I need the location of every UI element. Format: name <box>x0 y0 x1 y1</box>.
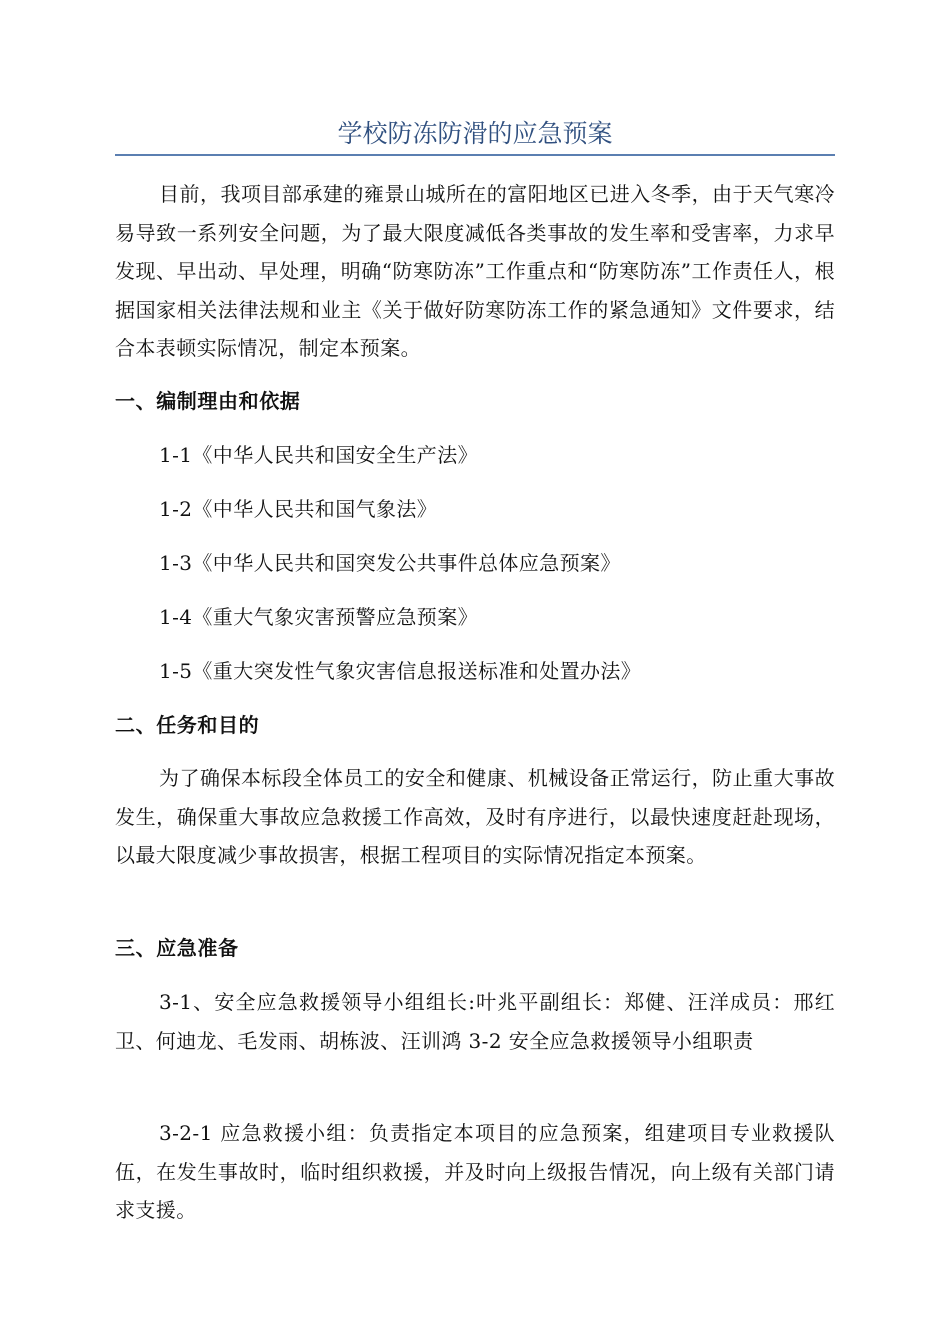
section3-heading: 三、应急准备 <box>115 936 239 960</box>
section2-body: 为了确保本标段全体员工的安全和健康、机械设备正常运行，防止重大事故发生，确保重大事故应急救援工作高效，及时有序进行，以最快速度赶赴现场，以最大限度减少事故损害，根据工程项目的实际情况指定本预案。 <box>115 766 835 867</box>
intro-paragraph: 目前，我项目部承建的雍景山城所在的富阳地区已进入冬季，由于天气寒冷易导致一系列安全问题，为了最大限度减低各类事故的发生率和受害率，力求早发现、早出动、早处理，明确“防寒防冻”工作重点和“防寒防冻”工作责任人，根据国家相关法律法规和业主《关于做好防寒防冻工作的紧急通知》文件要求，结合本表顿实际情况，制定本预案。 <box>115 182 835 360</box>
section3-paragraph-1: 3-1、安全应急救援领导小组组长:叶兆平副组长：郑健、汪洋成员：邢红卫、何迪龙、毛发雨、胡栋波、汪训鸿 3-2 安全应急救援领导小组职责 <box>115 990 835 1053</box>
title-underline <box>115 154 835 156</box>
list-item: 1-2《中华人民共和国气象法》 <box>159 497 438 521</box>
list-item: 1-1《中华人民共和国安全生产法》 <box>159 443 479 467</box>
page-title: 学校防冻防滑的应急预案 <box>337 119 613 148</box>
section1-heading: 一、编制理由和依据 <box>115 389 301 413</box>
section2-heading: 二、任务和目的 <box>115 713 260 737</box>
list-item: 1-4《重大气象灾害预警应急预案》 <box>159 605 479 629</box>
list-item: 1-5《重大突发性气象灾害信息报送标准和处置办法》 <box>159 659 642 683</box>
list-item: 1-3《中华人民共和国突发公共事件总体应急预案》 <box>159 551 621 575</box>
section3-paragraph-2: 3-2-1 应急救援小组：负责指定本项目的应急预案，组建项目专业救援队伍，在发生事故时，临时组织救援，并及时向上级报告情况，向上级有关部门请求支援。 <box>115 1121 835 1222</box>
